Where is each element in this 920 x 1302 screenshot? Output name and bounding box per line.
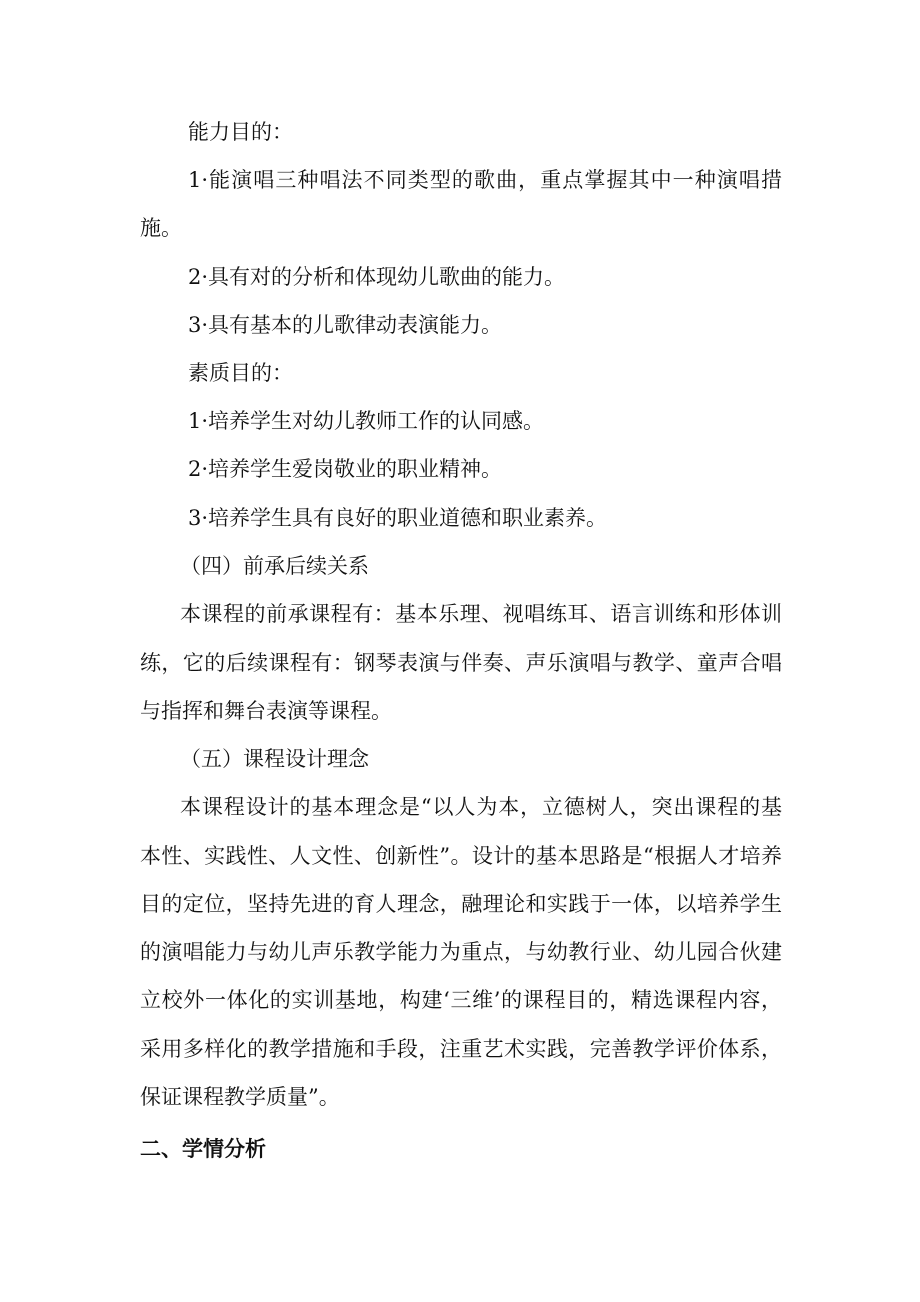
quality-goal-1: 1·培养学生对幼儿教师工作的认同感。 xyxy=(188,409,545,433)
section-2-heading: 二、学情分析 xyxy=(140,1137,266,1161)
quality-goals-heading: 素质目的： xyxy=(188,361,293,385)
section-5-paragraph-line-1: 本课程设计的基本理念是“以人为本，立德树人，突出课程的基 xyxy=(180,795,782,819)
section-5-paragraph-line-3: 目的定位，坚持先进的育人理念，融理论和实践于一体，以培养学生 xyxy=(140,892,782,916)
section-4-paragraph-line-1: 本课程的前承课程有：基本乐理、视唱练耳、语言训练和形体训 xyxy=(180,602,782,626)
section-5-heading: （五）课程设计理念 xyxy=(180,747,369,771)
section-4-paragraph-line-2: 练，它的后续课程有：钢琴表演与伴奏、声乐演唱与教学、童声合唱 xyxy=(140,651,782,675)
ability-goal-2: 2·具有对的分析和体现幼儿歌曲的能力。 xyxy=(188,265,566,289)
section-5-paragraph-line-7: 保证课程教学质量”。 xyxy=(140,1085,340,1109)
section-5-paragraph-line-2: 本性、实践性、人文性、创新性”。设计的基本思路是“根据人才培养 xyxy=(140,844,782,868)
ability-goal-1-line-1: 1·能演唱三种唱法不同类型的歌曲，重点掌握其中一种演唱措 xyxy=(188,168,782,192)
quality-goal-2: 2·培养学生爱岗敬业的职业精神。 xyxy=(188,457,503,481)
section-4-heading: （四）前承后续关系 xyxy=(180,554,369,578)
ability-goals-heading: 能力目的： xyxy=(188,120,293,144)
section-5-paragraph-line-5: 立校外一体化的实训基地，构建‘三维’的课程目的，精选课程内容， xyxy=(140,988,782,1012)
section-4-paragraph-line-3: 与指挥和舞台表演等课程。 xyxy=(140,699,392,723)
quality-goal-3: 3·培养学生具有良好的职业道德和职业素养。 xyxy=(188,506,608,530)
ability-goal-1-line-2: 施。 xyxy=(140,216,182,240)
ability-goal-3: 3·具有基本的儿歌律动表演能力。 xyxy=(188,313,503,337)
section-5-paragraph-line-4: 的演唱能力与幼儿声乐教学能力为重点，与幼教行业、幼儿园合伙建 xyxy=(140,940,782,964)
section-5-paragraph-line-6: 采用多样化的教学措施和手段，注重艺术实践，完善教学评价体系， xyxy=(140,1037,782,1061)
